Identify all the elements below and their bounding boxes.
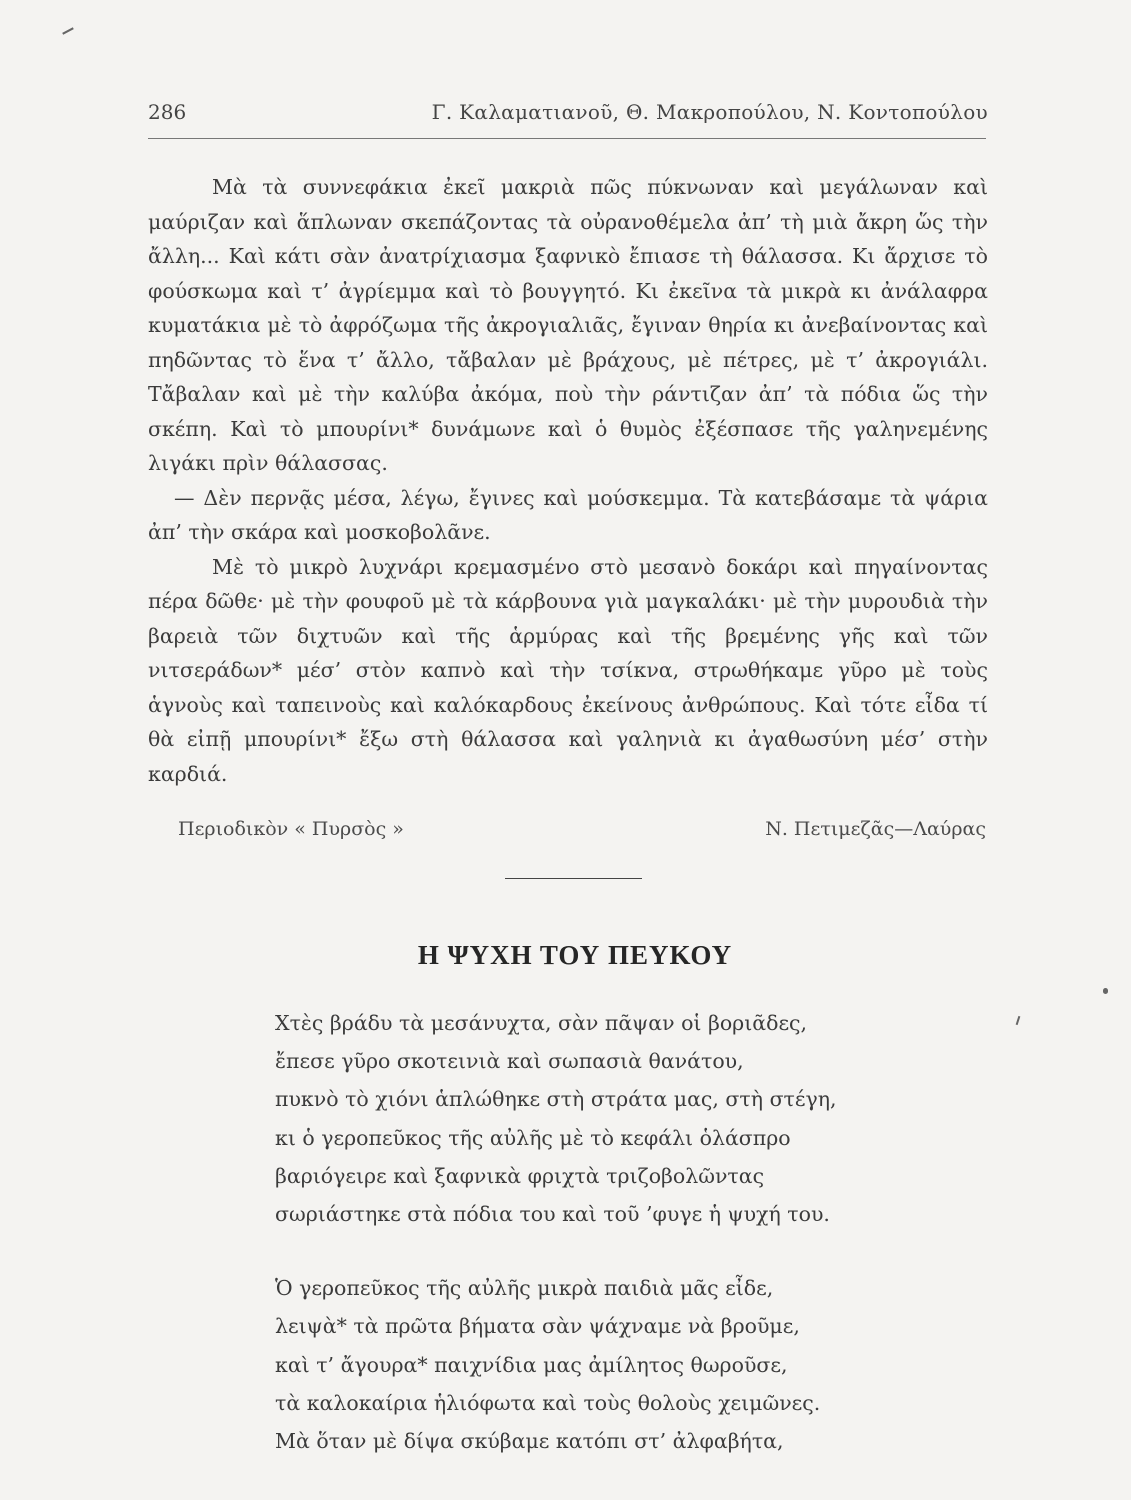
verse-line: Μὰ ὅταν μὲ δίψα σκύβαμε κατόπι στ’ ἀλφαβήτα, [275, 1428, 784, 1453]
poem-title: Η ΨΥΧΗ ΤΟΥ ΠΕΥΚΟΥ [417, 940, 733, 970]
scan-speck [1016, 1016, 1021, 1025]
verse-line: λειψὰ* τὰ πρῶτα βήματα σὰν ψάχναμε νὰ βροῦμε, [275, 1314, 800, 1339]
prose-text [148, 170, 988, 791]
paragraph: Μὰ τὰ συννεφάκια ἐκεῖ μακριὰ πῶς πύκνωναν καὶ μεγάλωναν καὶ μαύριζαν καὶ ἅπλωναν σκεπάζοντας τὰ οὐρανοθέμελα ἀπ’ τὴ μιὰ ἄκρη ὥς τὴν ἄλλη... Καὶ κάτι σὰν ἀνατρίχιασμα ξαφνικὸ ἔπιασε τὴ θάλασσα. Κι ἄρχισε τὸ φούσκωμα καὶ τ’ ἀγρίεμμα καὶ τὸ βουγγητό. Κι ἐκεῖνα τὰ μικρὰ κι ἀνάλαφρα κυματάκια μὲ τὸ ἀφρόζωμα τῆς ἀκρογιαλιᾶς, ἔγιναν θηρία κι ἀνεβαίνοντας καὶ πηδῶντας τὸ ἕνα τ’ ἄλλο, τἄβαλαν μὲ βράχους, μὲ πέτρες, μὲ τ’ ἀκρογιάλι. Τἄβαλαν καὶ μὲ τὴν καλύβα ἀκόμα, ποὺ τὴν ράντιζαν ἀπ’ τὰ πόδια ὥς τὴν σκέπη. Καὶ τὸ μπουρίνι* δυνάμωνε καὶ ὁ θυμὸς ἐξέσπασε τῆς γαληνεμένης λιγάκι πρὶν θάλασσας. [148, 175, 988, 475]
verse-line: Χτὲς βράδυ τὰ μεσάνυχτα, σὰν πᾶψαν οἱ βοριᾶδες, [275, 1011, 808, 1035]
running-title: Γ. Καλαματιανοῦ, Θ. Μακροπούλου, Ν. Κοντοπούλου [431, 100, 988, 124]
verse-line: ἔπεσε γῦρο σκοτεινιὰ καὶ σωπασιὰ θανάτου, [275, 1049, 744, 1074]
scan-speck [62, 27, 74, 34]
stanza [275, 1269, 975, 1460]
verse-line: τὰ καλοκαίρια ἡλιόφωτα καὶ τοὺς θολοὺς χειμῶνες. [275, 1390, 821, 1415]
source-author: Ν. Πετιμεζᾶς—Λαύρας [765, 818, 986, 840]
header-rule [148, 138, 986, 139]
source-publication: Περιοδικὸν « Πυρσὸς » [178, 818, 404, 840]
verse-line: βαριόγειρε καὶ ξαφνικὰ φριχτὰ τριζοβολῶντας [275, 1163, 765, 1188]
verse-line: καὶ τ’ ἄγουρα* παιχνίδια μας ἀμίλητος θωροῦσε, [275, 1352, 788, 1377]
scan-speck [1103, 988, 1108, 994]
page-header [148, 100, 988, 130]
dialogue-paragraph: — Δὲν περνᾷς μέσα, λέγω, ἔγινες καὶ μούσκεμμα. Τὰ κατεβάσαμε τὰ ψάρια ἀπ’ τὴν σκάρα καὶ μοσκοβολᾶνε. [148, 485, 988, 544]
verse-line: κι ὁ γεροπεῦκος τῆς αὐλῆς μὲ τὸ κεφάλι ὁλάσπρο [275, 1125, 791, 1150]
page-number: 286 [148, 100, 187, 124]
verse-line: σωριάστηκε στὰ πόδια του καὶ τοῦ ’φυγε ἡ ψυχή του. [275, 1201, 830, 1226]
section-divider [505, 878, 642, 879]
stanza [275, 1004, 975, 1233]
paragraph: Μὲ τὸ μικρὸ λυχνάρι κρεμασμένο στὸ μεσανὸ δοκάρι καὶ πηγαίνοντας πέρα δῶθε· μὲ τὴν φουφοῦ μὲ τὰ κάρβουνα γιὰ μαγκαλάκι· μὲ τὴν μυρουδιὰ τὴν βαρειὰ τῶν διχτυῶν καὶ τῆς ἁρμύρας καὶ τῆς βρεμένης γῆς καὶ τῶν νιτσεράδων* μέσ’ στὸν καπνὸ καὶ τὴν τσίκνα, στρωθήκαμε γῦρο μὲ τοὺς ἁγνοὺς καὶ ταπεινοὺς καὶ καλόκαρδους ἐκείνους ἀνθρώπους. Καὶ τότε εἶδα τί θὰ εἰπῇ μπουρίνι* ἔξω στὴ θάλασσα καὶ γαληνιὰ κι ἀγαθωσύνη μέσ’ στὴν καρδιά. [148, 554, 988, 786]
verse-line: Ὁ γεροπεῦκος τῆς αὐλῆς μικρὰ παιδιὰ μᾶς εἶδε, [275, 1276, 774, 1301]
poem [275, 1004, 975, 1496]
verse-line: πυκνὸ τὸ χιόνι ἁπλώθηκε στὴ στράτα μας, στὴ στέγη, [275, 1087, 837, 1112]
